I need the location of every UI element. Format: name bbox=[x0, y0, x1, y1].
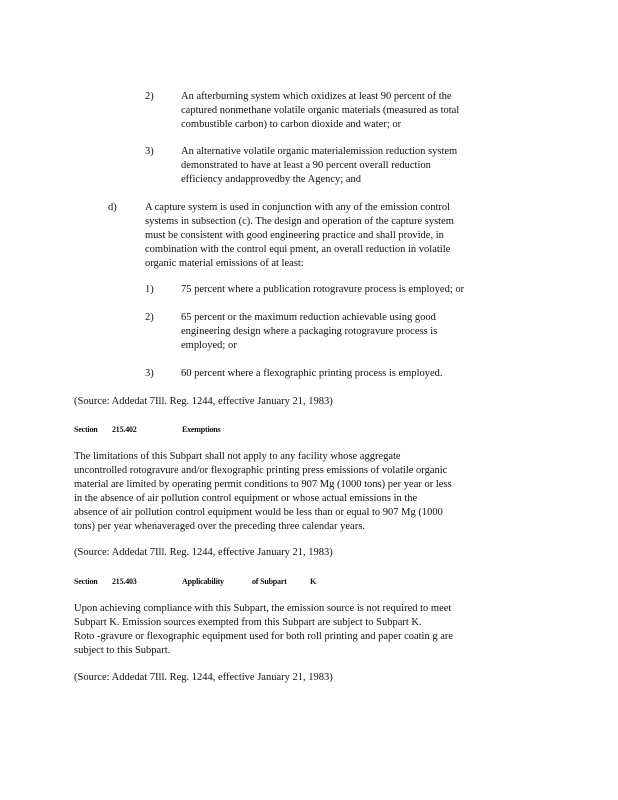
item-2-number: 2) bbox=[145, 91, 154, 102]
section-word: Section bbox=[74, 425, 98, 434]
text-line: material are limited by operating permit conditions to 907 Mg (1000 tons) per year or less bbox=[74, 479, 452, 490]
text-line: employed; or bbox=[181, 340, 237, 351]
section-title-of-subpart: of Subpart bbox=[252, 577, 287, 586]
text-line: tons) per year whenaveraged over the preceding three calendar years. bbox=[74, 521, 365, 532]
text-line: An afterburning system which oxidizes at least 90 percent of the bbox=[181, 91, 452, 102]
source-note: (Source: Addedat 7Ill. Reg. 1244, effective January 21, 1983) bbox=[74, 547, 333, 558]
text-line: Roto -gravure or flexographic equipment used for both roll printing and paper coatin g are bbox=[74, 631, 454, 642]
text-line: in the absence of air pollution control equipment or whose actual emissions in the bbox=[74, 493, 418, 504]
section-number: 215.402 bbox=[112, 425, 137, 434]
text-line: combustible carbon) to carbon dioxide and water; or bbox=[181, 119, 402, 130]
item-3-number: 3) bbox=[145, 146, 154, 157]
section-title: Exemptions bbox=[182, 425, 221, 434]
section-title-applicability: Applicability bbox=[182, 577, 224, 586]
subitem-3-text bbox=[181, 367, 443, 381]
text-line: efficiency andapprovedby the Agency; and bbox=[181, 174, 361, 185]
text-line: 60 percent where a flexographic printing process is employed. bbox=[181, 368, 443, 379]
item-d-label: d) bbox=[108, 202, 117, 213]
subitem-3-number: 3) bbox=[145, 368, 154, 379]
text-line: 75 percent where a publication rotogravure process is employed; or bbox=[181, 284, 465, 295]
text-line: uncontrolled rotogravure and/or flexographic printing press emissions of volatile organic bbox=[74, 465, 448, 476]
subitem-2-number: 2) bbox=[145, 312, 154, 323]
exemptions-paragraph bbox=[74, 450, 452, 534]
text-line: engineering design where a packaging rotogravure process is bbox=[181, 326, 438, 337]
source-note: (Source: Addedat 7Ill. Reg. 1244, effective January 21, 1983) bbox=[74, 672, 333, 683]
section-number: 215.403 bbox=[112, 577, 137, 586]
text-line: combination with the control equi pment, an overall reduction in volatile bbox=[145, 244, 451, 255]
text-line: subject to this Subpart. bbox=[74, 645, 171, 656]
text-line: 65 percent or the maximum reduction achievable using good bbox=[181, 312, 436, 323]
item-d-text bbox=[145, 201, 454, 271]
text-line: captured nonmethane volatile organic materials (measured as total bbox=[181, 105, 460, 116]
text-line: A capture system is used in conjunction with any of the emission control bbox=[145, 202, 451, 213]
section-title-k: K bbox=[310, 577, 317, 586]
text-line: The limitations of this Subpart shall not apply to any facility whose aggregate bbox=[74, 451, 401, 462]
subitem-1-number: 1) bbox=[145, 284, 154, 295]
text-line: demonstrated to have at least a 90 percent overall reduction bbox=[181, 160, 431, 171]
text-line: absence of air pollution control equipment would be less than or equal to 907 Mg (1000 bbox=[74, 507, 443, 518]
item-3-text bbox=[181, 145, 457, 187]
subitem-2-text bbox=[181, 311, 437, 353]
text-line: systems in subsection (c). The design and operation of the capture system bbox=[145, 216, 454, 227]
subitem-1-text bbox=[181, 283, 464, 297]
text-line: must be consistent with good engineering practice and shall provide, in bbox=[145, 230, 444, 241]
item-2-text bbox=[181, 90, 459, 132]
source-note: (Source: Addedat 7Ill. Reg. 1244, effective January 21, 1983) bbox=[74, 396, 333, 407]
section-word: Section bbox=[74, 577, 98, 586]
text-line: Upon achieving compliance with this Subpart, the emission source is not required to meet bbox=[74, 603, 452, 614]
text-line: organic material emissions of at least: bbox=[145, 258, 304, 269]
text-line: Subpart K. Emission sources exempted from this Subpart are subject to Subpart K. bbox=[74, 617, 422, 628]
text-line: An alternative volatile organic materialemission reduction system bbox=[181, 146, 458, 157]
applicability-paragraph bbox=[74, 602, 453, 658]
